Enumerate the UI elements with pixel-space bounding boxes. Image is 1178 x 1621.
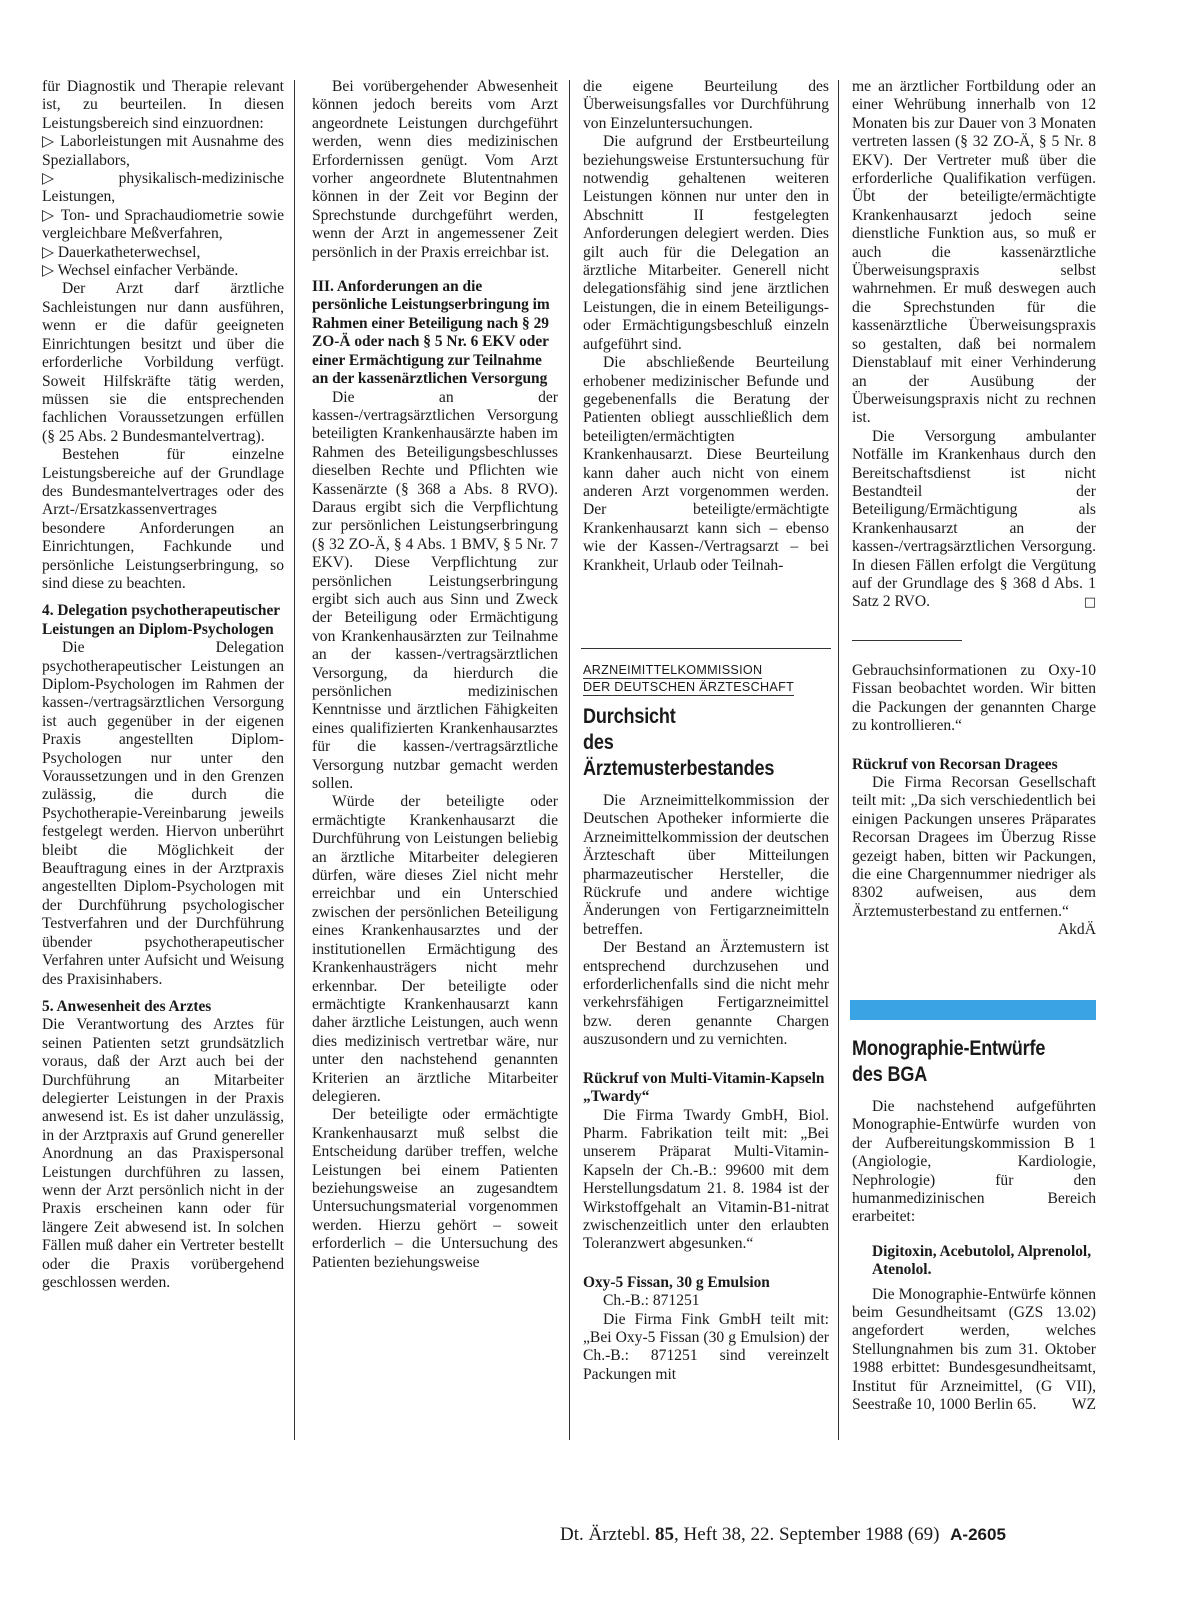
section-heading: III. Anforderungen an die persönliche Leistungserbringung im Rahmen einer Beteiligung nach § 29 ZO-Ä oder nach § 5 Nr. 6 EKV oder einer Ermächtigung zur Teilnahme an der kassenärztlichen Versorgung [312, 278, 550, 388]
column-rule-3 [838, 80, 839, 1440]
list-item: ▷ Ton- und Sprachaudiometrie sowie vergleichbare Meßverfahren, [42, 206, 284, 243]
paragraph: Die Delegation psychotherapeutischer Leistungen an Diplom-Psychologen im Rahmen der kassen-/vertragsärztlichen Versorgung ist auch gegenüber in der eigenen Praxis angestellten Diplom-Psychologen nur unter den Voraussetzungen und in den Grenzen zulässig, die durch die Psychotherapie-Vereinbarung jeweils festgelegt werden. Hiervon unberührt bleibt die Möglichkeit der Beauftragung eines in der Arztpraxis angestellten Diplom-Psychologen mit der Durchführung psychologischer Testverfahren und der Durchführung übender psychotherapeutischer Verfahren unter Aufsicht und Weisung des Praxisinhabers. [42, 639, 284, 988]
paragraph: me an ärztlicher Fortbildung oder an einer Wehrübung innerhalb von 12 Monaten bis zur Dauer von 3 Monaten vertreten lassen (§ 32 ZO-Ä, § 5 Nr. 8 EKV). Der Vertreter muß über die erforderliche Qualifikation verfügen. Übt der beteiligte/ermächtigte Krankenhausarzt jedoch seine dienstliche Funktion aus, so muß er auch die kassenärztliche Überweisungspraxis selbst wahrnehmen. Er muß deswegen auch die Sprechstunden für die kassenärztliche Überweisungspraxis so gestalten, daß bei normalem Dienstablauf mit einer Verhinderung an der Ausübung der Überweisungspraxis nicht zu rechnen ist. [852, 78, 1096, 427]
page-footer [560, 1524, 1006, 1546]
journal-name: Dt. Ärztebl. [560, 1524, 651, 1545]
paragraph: Die Firma Fink GmbH teilt mit: „Bei Oxy-5 Fissan (30 g Emulsion) der Ch.-B.: 871251 sind vereinzelt Packungen mit [583, 1310, 829, 1383]
batch-number: Ch.-B.: 871251 [603, 1292, 700, 1310]
article-headline: Durchsicht des Ärztemusterbestandes [583, 705, 775, 780]
author-signature: AkdÄ [1057, 921, 1096, 939]
list-item: ▷ Wechsel einfacher Verbände. [42, 262, 239, 280]
paragraph: Die Versorgung ambulanter Notfälle im Krankenhaus durch den Bereitschaftsdienst ist nicht Bestandteil der Beteiligung/Ermächtigung als Krankenhausarzt an der kassen-/vertragsärztlichen Versorgung. In diesen Fällen erfolgt die Vergütung auf der Grundlage des § 368 d Abs. 1 Satz 2 RVO. [852, 427, 1096, 611]
column-4-top [852, 78, 1096, 612]
section-kicker: DER DEUTSCHEN ÄRZTESCHAFT [583, 680, 795, 694]
end-of-article-mark: □ [1083, 594, 1096, 610]
paragraph: Der beteiligte oder ermächtigte Krankenhausarzt muß selbst die Entscheidung darüber treffen, welche Leistungen bei einem Patienten beziehungsweise an zugesandtem Untersuchungsmaterial vorgenommen werden. Hierzu gehört – soweit erforderlich – die Untersuchung des Patienten beziehungsweise [312, 1106, 558, 1271]
end-rule [852, 640, 962, 641]
column-2 [312, 78, 558, 1272]
author-signature: WZ [1071, 1396, 1096, 1414]
paragraph: Die Monographie-Entwürfe können beim Gesundheitsamt (GZS 13.02) angefordert werden, welches Stellungnahmen bis zum 31. Oktober 1988 erbittet: Bundesgesundheitsamt, Institut für Arzneimittel, (G VII), Seestraße 10, 1000 Berlin 65. WZ [852, 1285, 1096, 1414]
paragraph: Würde der beteiligte oder ermächtigte Krankenhausarzt die Durchführung von Leistungen beliebig an ärztliche Mitarbeiter delegieren dürfen, wäre dieses Ziel nicht mehr erreichbar und ein Unterschied zwischen der persönlichen Beteiligung eines Krankenhausarztes und der institutionellen Ermächtigung des Krankenhausträgers nicht mehr erkennbar. Der beteiligte oder ermächtigte Krankenhausarzt kann daher ärztliche Leistungen, auch wenn dies medizinisch vertretbar wäre, nur unter den nachstehend genannten Kriterien an ärztliche Mitarbeiter delegieren. [312, 793, 558, 1105]
paragraph: Bei vorübergehender Abwesenheit können jedoch bereits vom Arzt angeordnete Leistungen durchgeführt werden, wenn dies medizinischen Erfordernissen genügt. Vom Arzt vorher angeordnete Blutentnahmen können in der Zeit vor Beginn der Sprechstunde durchgeführt werden, wenn der Arzt in angemessener Zeit persönlich in der Praxis erreichbar ist. [312, 78, 558, 261]
column-3-top [583, 78, 829, 575]
section-kicker: ARZNEIMITTELKOMMISSION [583, 663, 763, 677]
bullet-list [42, 133, 284, 280]
paragraph: Der Arzt darf ärztliche Sachleistungen nur dann ausführen, wenn er die dafür geeigneten Einrichtungen besitzt und über die erforderliche Vorbildung verfügt. Soweit Hilfskräfte tätig werden, müssen sie die entsprechenden fachlichen Voraussetzungen erfüllen (§ 25 Abs. 2 Bundesmantelvertrag). [42, 280, 284, 445]
list-item: ▷ Laborleistungen mit Ausnahme des Speziallabors, [42, 133, 284, 169]
paragraph: Die nachstehend aufgeführten Monographie-Entwürfe wurden von der Aufbereitungskommission B 1 (Angiologie, Kardiologie, Nephrologie) für den humanmedizinischen Bereich erarbeitet: [852, 1098, 1096, 1226]
column-rule-1 [294, 80, 295, 1440]
paragraph: Die Verantwortung des Arztes für seinen Patienten setzt grundsätzlich voraus, daß der Arzt auch bei der Durchführung an Mitarbeiter delegierter Leistungen in der Praxis anwesend ist. Es ist daher unzulässig, in der Arztpraxis auf Grund genereller Anordnung an das Praxispersonal Leistungen durchführen zu lassen, wenn der Arzt persönlich nicht in der Praxis erscheinen kann oder für längere Zeit abwesend ist. In solchen Fällen muß daher ein Vertreter bestellt oder die Praxis vorübergehend geschlossen werden. [42, 1016, 284, 1291]
subheading: Digitoxin, Acebutolol, Alprenolol, Atenolol. [872, 1242, 1092, 1279]
issue-info: , Heft 38, 22. September 1988 (69) [673, 1524, 940, 1545]
paragraph: Die Arzneimittelkommission der Deutschen Apotheker informierte die Arzneimittelkommission der deutschen Ärzteschaft über Mitteilungen pharmazeutischer Hersteller, die Rückrufe und andere wichtige Änderungen von Fertigarzneimitteln betreffen. [583, 792, 829, 938]
akda-continuation [852, 662, 1096, 940]
subheading: Oxy-5 Fissan, 30 g Emulsion [583, 1273, 770, 1291]
subheading: Rückruf von Multi-Vitamin-Kapseln „Twardy“ [583, 1069, 825, 1106]
paragraph: Gebrauchsinformationen zu Oxy-10 Fissan beobachtet worden. Wir bitten die Packungen der genannten Charge zu kontrollieren.“ [852, 662, 1096, 735]
list-item: ▷ Dauerkatheterwechsel, [42, 243, 201, 261]
volume-number: 85 [654, 1524, 674, 1545]
subheading: Rückruf von Recorsan Dragees [852, 755, 1058, 773]
paragraph: Die abschließende Beurteilung erhobener medizinischer Befunde und gegebenenfalls die Beratung der Patienten obliegt ausschließlich dem beteiligten/ermächtigten Krankenhausarzt. Diese Beurteilung kann daher auch nicht von einem anderen Arzt vorgenommen werden. Der beteiligte/ermächtigte Krankenhausarzt kann sich – ebenso wie der Kassen-/Vertragsarzt – bei Krankheit, Urlaub oder Teilnah- [583, 354, 829, 574]
column-1 [42, 78, 284, 1292]
section-heading: 4. Delegation psychotherapeutischer Leistungen an Diplom-Psychologen [42, 602, 280, 638]
page-number: A-2605 [950, 1525, 1006, 1544]
section-heading: 5. Anwesenheit des Arztes [42, 997, 212, 1015]
paragraph: Die an der kassen-/vertragsärztlichen Versorgung beteiligten Krankenhausärzte haben im Rahmen des Beteiligungsbeschlusses dieselben Rechte und Pflichten wie Kassenärzte (§ 368 a Abs. 8 RVO). Daraus ergibt sich die Verpflichtung zur persönlichen Leistungserbringung (§ 32 ZO-Ä, § 4 Abs. 1 BMV, § 5 Nr. 7 EKV). Diese Verpflichtung zur persönlichen Leistungserbringung ergibt sich auch aus Sinn und Zweck der Beteiligung oder Ermächtigung von Krankenhausärzten zur Teilnahme an der kassen-/vertragsärztlichen Versorgung, da hierdurch die persönlichen medizinischen Kenntnisse und ärztlichen Fähigkeiten eines qualifizierten Krankenhausarztes für die kassen-/vertragsärztliche Versorgung nutzbar gemacht werden sollen. [312, 388, 558, 793]
paragraph: Die aufgrund der Erstbeurteilung beziehungsweise Erstuntersuchung für notwendig gehaltenen weiteren Leistungen können nur unter den in Abschnitt II festgelegten Anforderungen delegiert werden. Dies gilt auch für die Delegation an ärztliche Mitarbeiter. Generell nicht delegationsfähig sind jene ärztlichen Leistungen, die in einem Beteiligungs- oder Ermächtigungsbeschluß einzeln aufgeführt sind. [583, 133, 829, 353]
paragraph: Die Firma Twardy GmbH, Biol. Pharm. Fabrikation teilt mit: „Bei unserem Präparat Multi-Vitamin-Kapseln der Ch.-B.: 99600 mit dem Herstellungsdatum 21. 8. 1984 ist der Wirkstoffgehalt an Vitamin-B1-nitrat zwischenzeitlich unter den erlaubten Toleranzwert abgesunken.“ [583, 1106, 829, 1253]
paragraph: für Diagnostik und Therapie relevant ist, zu beurteilen. In diesen Leistungsbereich sind einzuordnen: [42, 78, 284, 132]
section-color-bar [850, 1000, 1096, 1020]
article-headline: Monographie-Entwürfe des BGA [852, 1037, 1046, 1086]
paragraph: Die Firma Recorsan Gesellschaft teilt mit: „Da sich verschiedentlich bei einigen Packungen unseres Präparates Recorsan Dragees im Überzug Risse gezeigt haben, bitten wir Packungen, die eine Chargennummer niedriger als 8302 aufweisen, aus dem Ärztemusterbestand zu entfernen.“ AkdÄ [852, 774, 1096, 939]
column-rule-2 [569, 80, 570, 1440]
paragraph: Der Bestand an Ärztemustern ist entsprechend durchzusehen und erforderlichenfalls sind die nicht mehr verkehrsfähigen Fertigarzneimittel bzw. deren genannte Chargen auszusondern und zu vernichten. [583, 939, 829, 1049]
section-rule [581, 648, 831, 649]
list-item: ▷ physikalisch-medizinische Leistungen, [42, 170, 284, 206]
bga-article [852, 1032, 1096, 1415]
paragraph: die eigene Beurteilung des Überweisungsfalles vor Durchführung von Einzeluntersuchungen. [583, 78, 829, 132]
paragraph: Bestehen für einzelne Leistungsbereiche auf der Grundlage des Bundesmantelvertrages oder des Arzt-/Ersatzkassenvertrages besondere Anforderungen an Einrichtungen, Fachkunde und persönliche Leistungserbringung, so sind diese zu beachten. [42, 446, 284, 592]
akda-article [583, 662, 829, 1384]
